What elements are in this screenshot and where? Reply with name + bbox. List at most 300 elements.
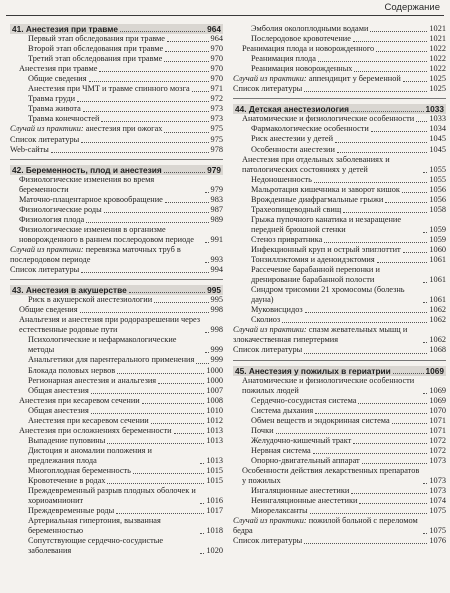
entry-title: Кровотечение в родах <box>28 476 106 486</box>
toc-entry[interactable] <box>10 215 223 225</box>
chapter-entry[interactable] <box>10 165 223 175</box>
entry-title: Сопутствующие сердечно-сосудистые заболевания <box>28 536 164 556</box>
dot-leader <box>200 463 204 464</box>
page-number: 1015 <box>206 476 223 486</box>
entry-title: Желудочно-кишечный тракт <box>251 435 352 445</box>
dot-leader <box>335 142 427 143</box>
dot-leader <box>205 332 209 333</box>
dot-leader <box>91 413 205 414</box>
entry-title: Особенности действия лекарственных препаратов у пожилых <box>242 465 420 486</box>
toc-entry[interactable] <box>10 355 223 365</box>
toc-entry[interactable] <box>233 175 446 185</box>
dot-leader <box>91 393 205 394</box>
toc-entry[interactable] <box>10 466 223 476</box>
entry-title: Реанимация новорожденных <box>251 64 353 74</box>
dot-leader <box>423 302 427 303</box>
dot-leader <box>164 61 208 62</box>
dot-leader <box>305 312 428 313</box>
page-number: 1045 <box>429 144 446 154</box>
entry-title: Общие сведения <box>28 74 87 84</box>
case-prefix: Случай из практики: <box>10 244 84 254</box>
entry-title: Анестезия при отдельных заболеваниях и патологических состояниях у детей <box>242 154 390 174</box>
page-number: 1022 <box>429 54 446 64</box>
section-divider <box>233 360 446 361</box>
page-number: 1062 <box>429 335 446 345</box>
entry-title: Первый этап обследования при травме <box>28 34 165 44</box>
page-number: 1076 <box>429 536 446 546</box>
page-number: 975 <box>210 134 223 144</box>
dot-leader <box>362 463 428 464</box>
entry-title: Анестезия при ЧМТ и травме спинного мозга <box>28 84 190 94</box>
dot-leader <box>101 121 208 122</box>
entry-title: Общая анестезия <box>28 385 89 395</box>
page-number: 1045 <box>429 134 446 144</box>
dot-leader <box>107 443 204 444</box>
page-number: 964 <box>210 34 223 44</box>
toc-entry[interactable] <box>233 436 446 446</box>
page-number: 1000 <box>206 375 223 385</box>
dot-leader <box>165 202 209 203</box>
entry-title: Список литературы <box>233 345 303 355</box>
section-divider <box>10 159 223 160</box>
entry-title: Случай из практики: перевязка маточных труб в послеродовом периоде <box>10 244 181 265</box>
entry-title: Физиологические изменения в организме новорожденного в раннем послеродовом периоде <box>19 224 194 244</box>
page-number: 1033 <box>429 114 446 124</box>
toc-entry[interactable] <box>233 396 446 406</box>
toc-entry[interactable] <box>10 516 223 536</box>
toc-entry[interactable] <box>10 486 223 506</box>
toc-entry[interactable] <box>233 24 446 34</box>
toc-entry[interactable] <box>10 44 223 54</box>
entry-title: Стеноз привратника <box>251 234 323 244</box>
toc-entry[interactable] <box>10 315 223 335</box>
dot-leader <box>142 403 205 404</box>
toc-entry[interactable] <box>233 245 446 255</box>
toc-entry[interactable] <box>10 74 223 84</box>
dot-leader <box>314 182 427 183</box>
toc-entry[interactable] <box>10 335 223 355</box>
toc-entry[interactable] <box>10 145 223 155</box>
dot-leader <box>423 282 427 283</box>
page-number: 1013 <box>206 455 223 465</box>
entry-title: Общие сведения <box>19 305 78 315</box>
dot-leader <box>324 242 427 243</box>
dot-leader <box>376 51 427 52</box>
toc-entry[interactable] <box>10 406 223 416</box>
page-number: 964 <box>207 24 221 34</box>
toc-entry[interactable] <box>233 466 446 486</box>
entry-title: Блокада половых нервов <box>28 365 116 375</box>
chapter-entry[interactable] <box>10 285 223 295</box>
dot-leader <box>393 373 424 374</box>
entry-title: Регионарная анестезия и анальгезия <box>28 375 157 385</box>
dot-leader <box>120 31 205 32</box>
case-entry[interactable] <box>233 325 446 345</box>
entry-title: Риск анестезии у детей <box>251 134 334 144</box>
toc-entry[interactable] <box>10 536 223 556</box>
page-number: 1056 <box>429 184 446 194</box>
dot-leader <box>200 553 204 554</box>
dot-leader <box>423 342 427 343</box>
dot-leader <box>351 493 427 494</box>
page-number: 1025 <box>429 84 446 94</box>
toc-entry[interactable] <box>233 536 446 546</box>
dot-leader <box>403 252 428 253</box>
page-number: 1072 <box>429 445 446 455</box>
dot-leader <box>370 31 427 32</box>
dot-leader <box>392 423 428 424</box>
entry-title: Анатомические и физиологические особенности пожилых людей <box>242 375 415 395</box>
page-number: 999 <box>210 355 223 365</box>
page-number: 1017 <box>206 506 223 516</box>
entry-title: Ингаляционные анестетики <box>251 486 350 496</box>
page-number: 994 <box>210 265 223 275</box>
page-number: 1061 <box>429 255 446 265</box>
toc-entry[interactable] <box>233 285 446 305</box>
entry-title: Сердечно-сосудистая система <box>251 395 357 405</box>
page-number: 1015 <box>206 465 223 475</box>
page-number: 1070 <box>429 405 446 415</box>
dot-leader <box>104 212 209 213</box>
dot-leader <box>276 433 428 434</box>
dot-leader <box>310 513 428 514</box>
toc-entry[interactable] <box>233 64 446 74</box>
toc-entry[interactable] <box>233 195 446 205</box>
page-number: 1071 <box>429 415 446 425</box>
toc-entry[interactable] <box>10 225 223 245</box>
dot-leader <box>337 152 427 153</box>
dot-leader <box>89 81 209 82</box>
toc-entry[interactable] <box>10 114 223 124</box>
case-prefix: Случай из практики: <box>233 516 307 526</box>
dot-leader <box>117 373 204 374</box>
page-number: 991 <box>210 234 223 244</box>
page-number: 1018 <box>206 526 223 536</box>
page-number: 1071 <box>429 425 446 435</box>
toc-entry[interactable] <box>233 134 446 144</box>
page-number: 1073 <box>429 476 446 486</box>
page-number: 1056 <box>429 194 446 204</box>
entry-title: Мальротация кишечника и заворот кишок <box>251 184 400 194</box>
toc-entry[interactable] <box>233 205 446 215</box>
dot-leader <box>359 503 427 504</box>
toc-entry[interactable] <box>233 426 446 436</box>
entry-title: Дистоция и аномалии положения и предлежания плода <box>28 445 152 465</box>
entry-title: Список литературы <box>10 134 80 144</box>
page-number: 972 <box>210 94 223 104</box>
dot-leader <box>353 443 427 444</box>
case-entry[interactable] <box>10 124 223 134</box>
chapter-entry[interactable] <box>233 104 446 114</box>
toc-entry[interactable] <box>233 235 446 245</box>
dot-leader <box>423 483 427 484</box>
entry-title: Анальгетики для парентерального применения <box>28 355 195 365</box>
section-divider <box>10 279 223 280</box>
entry-title: Миорелаксанты <box>251 506 308 516</box>
entry-title: 43. Анестезия в акушерстве <box>12 285 127 296</box>
entry-title: 45. Анестезия у пожилых в гериатрии <box>235 365 391 376</box>
case-entry[interactable] <box>10 245 223 265</box>
entry-title: Тонзиллэктомия и аденоидэктомия <box>251 255 375 265</box>
header-rule <box>6 15 444 16</box>
toc-entry[interactable] <box>233 305 446 315</box>
entry-title: Список литературы <box>233 84 303 94</box>
dot-leader <box>282 322 427 323</box>
entry-title: Анальгезия и анестезия при родоразрешении через естественные родовые пути <box>19 315 201 335</box>
entry-title: 41. Анестезия при травме <box>12 24 118 34</box>
toc-entry[interactable] <box>10 135 223 145</box>
toc-entry[interactable] <box>10 436 223 446</box>
page-number: 1055 <box>429 174 446 184</box>
entry-title: Рассечение барабанной перепонки и дренирование барабанной полости <box>251 265 380 285</box>
page-number: 971 <box>210 84 223 94</box>
entry-title: 44. Детская анестезиология <box>235 104 349 115</box>
entry-title: Список литературы <box>10 265 80 275</box>
entry-title: Случай из практики: аппендицит у беременной <box>233 74 401 84</box>
entry-title: Реанимация плода <box>251 54 316 64</box>
toc-entry[interactable] <box>233 44 446 54</box>
entry-title: Реанимация плода и новорожденного <box>242 44 375 54</box>
page-number: 1022 <box>429 64 446 74</box>
case-prefix: Случай из практики: <box>10 124 84 134</box>
dot-leader <box>205 242 209 243</box>
entry-title: Муковисцидоз <box>251 305 303 315</box>
dot-leader <box>416 121 427 122</box>
dot-leader <box>77 101 209 102</box>
page-number: 979 <box>207 164 221 175</box>
toc-entry[interactable] <box>10 305 223 315</box>
toc-entry[interactable] <box>233 486 446 496</box>
toc-entry[interactable] <box>233 145 446 155</box>
entry-title: Травма живота <box>28 104 81 114</box>
page-number: 993 <box>210 255 223 265</box>
page-number: 1073 <box>429 486 446 496</box>
toc-entry[interactable] <box>10 386 223 396</box>
dot-leader <box>192 91 209 92</box>
page-number: 1062 <box>429 305 446 315</box>
dot-leader <box>313 453 428 454</box>
page-number: 998 <box>210 325 223 335</box>
dot-leader <box>343 212 427 213</box>
page-number: 1074 <box>429 496 446 506</box>
page-number: 987 <box>210 204 223 214</box>
page-number: 1033 <box>425 104 444 115</box>
dot-leader <box>80 312 209 313</box>
entry-title: Обмен веществ и эндокринная система <box>251 415 390 425</box>
dot-leader <box>423 393 427 394</box>
entry-title: Список литературы <box>233 536 303 546</box>
dot-leader <box>354 71 427 72</box>
page-number: 1060 <box>429 244 446 254</box>
toc-entry[interactable] <box>233 155 446 175</box>
header-title: Содержание <box>384 2 440 13</box>
toc-entry[interactable] <box>233 376 446 396</box>
dot-leader <box>385 202 427 203</box>
toc-entry[interactable] <box>233 54 446 64</box>
toc-entry[interactable] <box>10 506 223 516</box>
page-number: 1068 <box>429 345 446 355</box>
page-number: 998 <box>210 305 223 315</box>
dot-leader <box>200 503 204 504</box>
dot-leader <box>158 383 204 384</box>
toc-entry[interactable] <box>233 506 446 516</box>
toc-entry[interactable] <box>10 426 223 436</box>
page-number: 970 <box>210 44 223 54</box>
entry-title: Неингаляционные анестетики <box>251 496 358 506</box>
page-number: 1022 <box>429 44 446 54</box>
case-entry[interactable] <box>233 516 446 536</box>
case-prefix: Случай из практики: <box>233 74 307 84</box>
toc-left-column <box>10 24 223 556</box>
toc-entry[interactable] <box>10 476 223 486</box>
toc-entry[interactable] <box>233 406 446 416</box>
dot-leader <box>83 111 209 112</box>
toc-entry[interactable] <box>10 396 223 406</box>
toc-entry[interactable] <box>233 345 446 355</box>
dot-leader <box>116 513 204 514</box>
page-number: 1059 <box>429 234 446 244</box>
page-number: 970 <box>210 64 223 74</box>
page-number: 979 <box>210 184 223 194</box>
toc-entry[interactable] <box>233 265 446 285</box>
page-number: 1021 <box>429 24 446 33</box>
chapter-entry[interactable] <box>233 366 446 376</box>
dot-leader <box>51 152 209 153</box>
dot-leader <box>304 353 427 354</box>
entry-title: Web-сайты <box>10 144 49 154</box>
page-number: 1075 <box>429 526 446 536</box>
toc-entry[interactable] <box>233 416 446 426</box>
chapter-entry[interactable] <box>10 24 223 34</box>
page-number: 999 <box>210 345 223 355</box>
page-number: 1069 <box>425 365 444 376</box>
dot-leader <box>200 533 204 534</box>
dot-leader <box>423 172 427 173</box>
toc-entry[interactable] <box>233 446 446 456</box>
toc-entry[interactable] <box>233 124 446 134</box>
page-number: 975 <box>210 124 223 134</box>
entry-title: Эмболия околоплодными водами <box>251 24 369 33</box>
toc-entry[interactable] <box>10 104 223 114</box>
entry-title: Артериальная гипертония, вызванная беременностью <box>28 516 161 536</box>
page-number: 1013 <box>206 435 223 445</box>
toc-entry[interactable] <box>10 265 223 275</box>
entry-title: Физиологические изменения во время беременности <box>19 174 155 194</box>
toc-entry[interactable] <box>233 34 446 44</box>
entry-title: Травма груди <box>28 94 76 104</box>
dot-leader <box>304 91 427 92</box>
page-number: 1013 <box>206 425 223 435</box>
entry-title: Трахеопищеводный свищ <box>251 204 342 214</box>
entry-title: Синдром трисомии 21 хромосомы (болезнь дауна) <box>251 285 405 305</box>
entry-title: Особенности анестезии <box>251 144 335 154</box>
dot-leader <box>81 142 208 143</box>
page-number: 1061 <box>429 295 446 305</box>
dot-leader <box>129 292 205 293</box>
entry-title: Случай из практики: анестезия при ожогах <box>10 124 163 134</box>
toc-entry[interactable] <box>233 114 446 124</box>
dot-leader <box>377 262 428 263</box>
dot-leader <box>133 473 204 474</box>
dot-leader <box>196 363 208 364</box>
entry-title: Общая анестезия <box>28 405 89 415</box>
toc-entry[interactable] <box>10 366 223 376</box>
dot-leader <box>318 61 428 62</box>
dot-leader <box>86 222 208 223</box>
page-number: 1016 <box>206 496 223 506</box>
toc-entry[interactable] <box>233 456 446 466</box>
toc-entry[interactable] <box>233 215 446 235</box>
toc-entry[interactable] <box>233 315 446 325</box>
dot-leader <box>402 192 428 193</box>
toc-entry[interactable] <box>10 195 223 205</box>
toc-entry[interactable] <box>233 84 446 94</box>
page-number: 970 <box>210 54 223 64</box>
dot-leader <box>351 111 424 112</box>
dot-leader <box>403 81 428 82</box>
toc-entry[interactable] <box>233 496 446 506</box>
toc-entry[interactable] <box>10 175 223 195</box>
dot-leader <box>423 232 427 233</box>
dot-leader <box>154 302 208 303</box>
entry-title: Преждевременные роды <box>28 506 115 516</box>
entry-title: Третий этап обследования при травме <box>28 54 163 64</box>
page-number: 1058 <box>429 204 446 214</box>
toc-right-column <box>233 24 446 546</box>
toc-entry[interactable] <box>10 84 223 94</box>
entry-title: Физиология плода <box>19 214 85 224</box>
page-number: 1025 <box>429 74 446 84</box>
toc-entry[interactable] <box>233 255 446 265</box>
dot-leader <box>107 483 204 484</box>
toc-entry[interactable] <box>10 376 223 386</box>
dot-leader <box>165 51 208 52</box>
toc-entry[interactable] <box>10 54 223 64</box>
entry-title: Анестезия при кесаревом сечении <box>19 395 140 405</box>
entry-title: Грыжа пупочного канатика и незаращение передней брюшной стенки <box>251 214 402 234</box>
toc-entry[interactable] <box>10 34 223 44</box>
toc-entry[interactable] <box>10 205 223 215</box>
page-number: 983 <box>210 194 223 204</box>
dot-leader <box>353 41 428 42</box>
dot-leader <box>164 172 205 173</box>
page-number: 1010 <box>206 405 223 415</box>
page-number: 995 <box>210 295 223 305</box>
dot-leader <box>315 413 427 414</box>
page-number: 1055 <box>429 164 446 174</box>
dot-leader <box>174 433 205 434</box>
toc-entry[interactable] <box>233 185 446 195</box>
dot-leader <box>371 131 428 132</box>
entry-title: Случай из практики: пожилой больной с переломом бедра <box>233 516 418 536</box>
entry-title: Почки <box>251 425 274 435</box>
dot-leader <box>99 71 208 72</box>
page-number: 1069 <box>429 385 446 395</box>
dot-leader <box>205 192 209 193</box>
entry-title: Преждевременный разрыв плодных оболочек и хориоамнионит <box>28 486 196 506</box>
case-entry[interactable] <box>233 74 446 84</box>
toc-entry[interactable] <box>10 94 223 104</box>
toc-entry[interactable] <box>10 446 223 466</box>
page-number: 1062 <box>429 315 446 325</box>
toc-entry[interactable] <box>10 416 223 426</box>
entry-title: Физиологические роды <box>19 204 102 214</box>
dot-leader <box>358 403 427 404</box>
entry-title: Маточно-плацентарное кровообращение <box>19 194 163 204</box>
entry-title: Инфекционный круп и острый эпиглоттит <box>251 244 401 254</box>
toc-entry[interactable] <box>10 64 223 74</box>
toc-entry[interactable] <box>10 295 223 305</box>
